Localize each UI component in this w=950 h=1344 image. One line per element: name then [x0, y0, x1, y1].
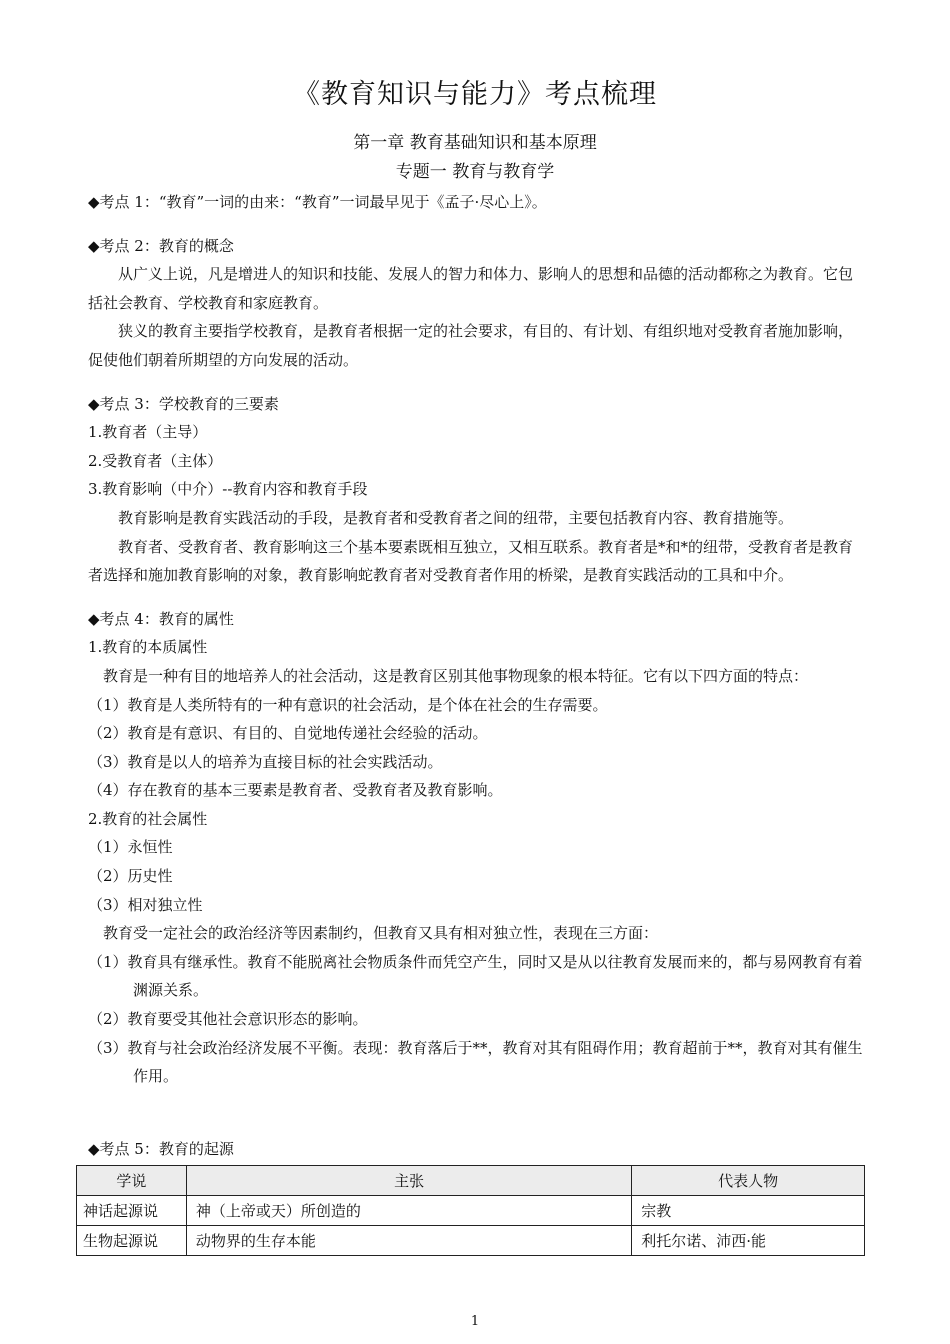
page-number: 1 — [470, 1314, 480, 1329]
list-item: （1）教育具有继承性。教育不能脱离社会物质条件而凭空产生，同时又是从以往教育发展而来的，都与易网教育有着渊源关系。 — [88, 952, 863, 1000]
column-header: 主张 — [186, 1166, 631, 1196]
paragraph: 狭义的教育主要指学校教育，是教育者根据一定的社会要求，有目的、有计划、有组织地对受教育者施加影响，促使他们朝着所期望的方向发展的活动。 — [88, 322, 854, 369]
column-header: 学说 — [77, 1166, 187, 1196]
list-item: （2）教育是有意识、有目的、自觉地传递社会经验的活动。 — [88, 724, 488, 743]
list-item: （4）存在教育的基本三要素是教育者、受教育者及教育影响。 — [88, 781, 503, 800]
key-point-1: ◆考点 1：“教育”一词的由来：“教育”一词最早见于《孟子·尽心上》。 — [88, 193, 547, 211]
table-cell: 生物起源说 — [77, 1226, 187, 1256]
table-cell: 动物界的生存本能 — [186, 1226, 631, 1256]
table-row — [77, 1226, 865, 1256]
paragraph: 教育者、受教育者、教育影响这三个基本要素既相互独立，又相互联系。教育者是*和*的纽带，受教育者是教育者选择和施加教育影响的对象，教育影响蛇教育者对受教育者作用的桥梁，是教育实践活动的工具和中介。 — [88, 537, 854, 585]
sub-heading: 2.教育的社会属性 — [88, 809, 208, 828]
key-point-3-heading: ◆考点 3：学校教育的三要素 — [88, 394, 279, 413]
education-origin-table — [76, 1165, 865, 1256]
list-item: 1.教育者（主导） — [88, 423, 208, 442]
column-header: 代表人物 — [632, 1166, 865, 1196]
list-item: （2）教育要受其他社会意识形态的影响。 — [88, 1010, 368, 1029]
sub-heading: 1.教育的本质属性 — [88, 638, 208, 657]
table-cell: 利托尔诺、沛西·能 — [632, 1226, 865, 1256]
table-cell: 宗教 — [632, 1196, 865, 1226]
table-row — [77, 1196, 865, 1226]
paragraph: 教育受一定社会的政治经济等因素制约，但教育又具有相对独立性，表现在三方面： — [103, 924, 659, 943]
list-item: 3.教育影响（中介）--教育内容和教育手段 — [88, 480, 368, 499]
key-point-2-heading: ◆考点 2：教育的概念 — [88, 236, 234, 255]
paragraph: 教育是一种有目的地培养人的社会活动，这是教育区别其他事物现象的根本特征。它有以下四方面的特点： — [103, 666, 809, 685]
key-point-5-heading: ◆考点 5：教育的起源 — [88, 1140, 234, 1158]
topic-heading: 专题一 教育与教育学 — [395, 162, 555, 182]
list-item: （1）永恒性 — [88, 838, 173, 857]
chapter-heading: 第一章 教育基础知识和基本原理 — [353, 133, 597, 153]
paragraph: 教育影响是教育实践活动的手段，是教育者和受教育者之间的纽带，主要包括教育内容、教育措施等。 — [118, 508, 794, 527]
list-item: 2.受教育者（主体） — [88, 451, 223, 470]
paragraph: 从广义上说，凡是增进人的知识和技能、发展人的智力和体力、影响人的思想和品德的活动都称之为教育。它包括社会教育、学校教育和家庭教育。 — [88, 265, 854, 312]
list-item: （1）教育是人类所特有的一种有意识的社会活动，是个体在社会的生存需要。 — [88, 695, 608, 714]
document-body — [88, 188, 864, 1091]
table-cell: 神话起源说 — [77, 1196, 187, 1226]
list-item: （3）教育是以人的培养为直接目标的社会实践活动。 — [88, 752, 443, 771]
table-header-row — [77, 1166, 865, 1196]
list-item: （2）历史性 — [88, 867, 173, 886]
list-item: （3）相对独立性 — [88, 895, 203, 914]
document-title: 《教育知识与能力》考点梳理 — [293, 79, 657, 110]
table-cell: 神（上帝或天）所创造的 — [186, 1196, 631, 1226]
list-item: （3）教育与社会政治经济发展不平衡。表现：教育落后于**，教育对其有阻碍作用；教育超前于**，教育对其有催生作用。 — [88, 1038, 863, 1086]
key-point-4-heading: ◆考点 4：教育的属性 — [88, 609, 234, 628]
